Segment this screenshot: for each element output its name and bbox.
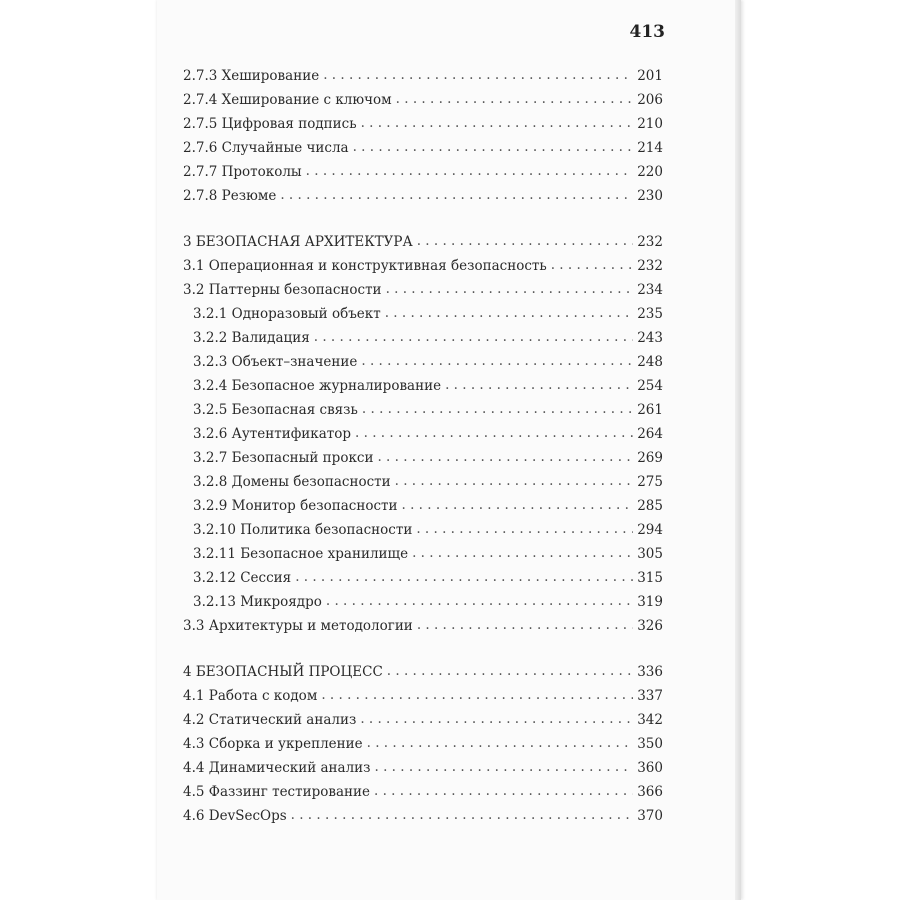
- toc-entry-title: 2.7.3 Хеширование: [183, 68, 320, 84]
- toc-entry-title: 3 БЕЗОПАСНАЯ АРХИТЕКТУРА: [183, 234, 413, 250]
- toc-leader-dots: [323, 63, 633, 87]
- toc-entry-page: 315: [637, 570, 663, 586]
- toc-entry-page: 305: [637, 546, 663, 562]
- toc-entry-page: 230: [637, 188, 663, 204]
- toc-leader-dots: [361, 111, 633, 135]
- toc-entry-page: 232: [637, 258, 663, 274]
- toc-entry-title: 3.2.9 Монитор безопасности: [193, 498, 398, 514]
- toc-entry-title: 4.5 Фаззинг тестирование: [183, 784, 370, 800]
- toc-leader-dots: [326, 589, 633, 613]
- toc-entry-title: 3.2.8 Домены безопасности: [193, 474, 391, 490]
- toc-leader-dots: [355, 421, 633, 445]
- toc-leader-dots: [353, 135, 633, 159]
- toc-leader-dots: [412, 541, 633, 565]
- toc-entry-page: 261: [637, 402, 663, 418]
- toc-entry: [183, 660, 663, 684]
- toc-entry: [183, 446, 663, 470]
- toc-entry-page: 235: [637, 306, 663, 322]
- toc-entry: [183, 470, 663, 494]
- toc-leader-dots: [395, 469, 633, 493]
- toc-leader-dots: [417, 229, 633, 253]
- toc-entry-page: 234: [637, 282, 663, 298]
- toc-entry-page: 336: [637, 664, 663, 680]
- toc-leader-dots: [361, 349, 633, 373]
- toc-entry: [183, 398, 663, 422]
- toc-entry-title: 4.1 Работа с кодом: [183, 688, 318, 704]
- toc-entry-title: 3.2.6 Аутентификатор: [193, 426, 352, 442]
- toc-entry: [183, 422, 663, 446]
- toc-entry-page: 201: [637, 68, 663, 84]
- toc-entry: [183, 780, 663, 804]
- toc-entry: [183, 374, 663, 398]
- toc-entry-page: 285: [637, 498, 663, 514]
- toc-entry: [183, 254, 663, 278]
- toc-entry-page: 243: [637, 330, 663, 346]
- toc-leader-dots: [551, 253, 633, 277]
- toc-entry: [183, 494, 663, 518]
- toc-leader-dots: [385, 301, 633, 325]
- toc-entry-page: 232: [637, 234, 663, 250]
- toc-leader-dots: [306, 159, 633, 183]
- toc-entry-page: 350: [637, 736, 663, 752]
- toc-entry-title: 2.7.6 Случайные числа: [183, 140, 349, 156]
- toc-leader-dots: [387, 659, 633, 683]
- toc-entry: [183, 518, 663, 542]
- toc-entry-title: 3.2.1 Одноразовый объект: [193, 306, 381, 322]
- toc-leader-dots: [367, 731, 633, 755]
- toc-entry-page: 360: [637, 760, 663, 776]
- toc-entry: [183, 542, 663, 566]
- toc-entry-title: 3.2.5 Безопасная связь: [193, 402, 358, 418]
- toc-leader-dots: [401, 493, 633, 517]
- toc-entry-title: 2.7.4 Хеширование с ключом: [183, 92, 392, 108]
- toc-leader-dots: [295, 565, 633, 589]
- section-gap: [183, 638, 663, 660]
- toc-entry-page: 254: [637, 378, 663, 394]
- toc-entry-title: 2.7.8 Резюме: [183, 188, 277, 204]
- toc-entry-title: 3.2.13 Микроядро: [193, 594, 322, 610]
- toc-leader-dots: [386, 277, 633, 301]
- toc-entry: [183, 112, 663, 136]
- toc-entry-title: 2.7.7 Протоколы: [183, 164, 302, 180]
- toc-entry-title: 3.2.3 Объект–значение: [193, 354, 358, 370]
- page-edge-shadow: [735, 0, 741, 900]
- toc-entry: [183, 278, 663, 302]
- toc-entry: [183, 350, 663, 374]
- toc-entry: [183, 136, 663, 160]
- toc-entry-page: 337: [637, 688, 663, 704]
- toc-entry: [183, 160, 663, 184]
- toc-entry-page: 214: [637, 140, 663, 156]
- toc-entry-page: 366: [637, 784, 663, 800]
- toc-entry: [183, 708, 663, 732]
- toc-entry-title: 3.2.7 Безопасный прокси: [193, 450, 374, 466]
- toc-entry: [183, 732, 663, 756]
- toc-entry-title: 3.2.12 Сессия: [193, 570, 292, 586]
- toc-entry-title: 3.2.4 Безопасное журналирование: [193, 378, 442, 394]
- toc-entry-page: 319: [637, 594, 663, 610]
- toc-entry-title: 4.3 Сборка и укрепление: [183, 736, 363, 752]
- toc-leader-dots: [280, 183, 633, 207]
- toc-entry-page: 206: [637, 92, 663, 108]
- toc-entry-page: 210: [637, 116, 663, 132]
- toc-section: [183, 660, 663, 828]
- toc-entry: [183, 756, 663, 780]
- table-of-contents: [183, 64, 663, 828]
- toc-entry-title: 4.4 Динамический анализ: [183, 760, 371, 776]
- toc-leader-dots: [321, 683, 633, 707]
- toc-leader-dots: [314, 325, 633, 349]
- book-page: [157, 0, 741, 900]
- toc-leader-dots: [416, 517, 633, 541]
- toc-entry-title: 4.2 Статический анализ: [183, 712, 357, 728]
- toc-entry-page: 342: [637, 712, 663, 728]
- toc-entry-page: 220: [637, 164, 663, 180]
- toc-leader-dots: [374, 779, 633, 803]
- toc-entry-title: 3.2.11 Безопасное хранилище: [193, 546, 409, 562]
- toc-entry-title: 4.6 DevSecOps: [183, 808, 287, 824]
- toc-entry: [183, 614, 663, 638]
- toc-leader-dots: [362, 397, 633, 421]
- toc-section: [183, 230, 663, 638]
- page-number: 413: [629, 22, 665, 42]
- toc-entry-title: 3.2.2 Валидация: [193, 330, 310, 346]
- toc-entry: [183, 184, 663, 208]
- toc-entry: [183, 590, 663, 614]
- toc-entry: [183, 88, 663, 112]
- toc-leader-dots: [396, 87, 633, 111]
- toc-leader-dots: [417, 613, 633, 637]
- toc-entry-title: 2.7.5 Цифровая подпись: [183, 116, 357, 132]
- toc-entry-title: 3.3 Архитектуры и методологии: [183, 618, 413, 634]
- toc-entry: [183, 684, 663, 708]
- toc-entry-page: 275: [637, 474, 663, 490]
- toc-leader-dots: [360, 707, 633, 731]
- toc-entry: [183, 64, 663, 88]
- toc-entry: [183, 804, 663, 828]
- toc-entry: [183, 230, 663, 254]
- toc-leader-dots: [375, 755, 633, 779]
- toc-entry: [183, 326, 663, 350]
- section-gap: [183, 208, 663, 230]
- toc-leader-dots: [291, 803, 633, 827]
- toc-entry: [183, 566, 663, 590]
- toc-leader-dots: [445, 373, 633, 397]
- toc-section: [183, 64, 663, 208]
- toc-entry-title: 3.2 Паттерны безопасности: [183, 282, 382, 298]
- toc-entry: [183, 302, 663, 326]
- toc-entry-title: 4 БЕЗОПАСНЫЙ ПРОЦЕСС: [183, 664, 383, 680]
- toc-leader-dots: [377, 445, 633, 469]
- toc-entry-title: 3.1 Операционная и конструктивная безопасность: [183, 258, 547, 274]
- toc-entry-page: 269: [637, 450, 663, 466]
- toc-entry-page: 326: [637, 618, 663, 634]
- toc-entry-page: 370: [637, 808, 663, 824]
- toc-entry-page: 294: [637, 522, 663, 538]
- toc-entry-page: 248: [637, 354, 663, 370]
- toc-entry-title: 3.2.10 Политика безопасности: [193, 522, 413, 538]
- toc-entry-page: 264: [637, 426, 663, 442]
